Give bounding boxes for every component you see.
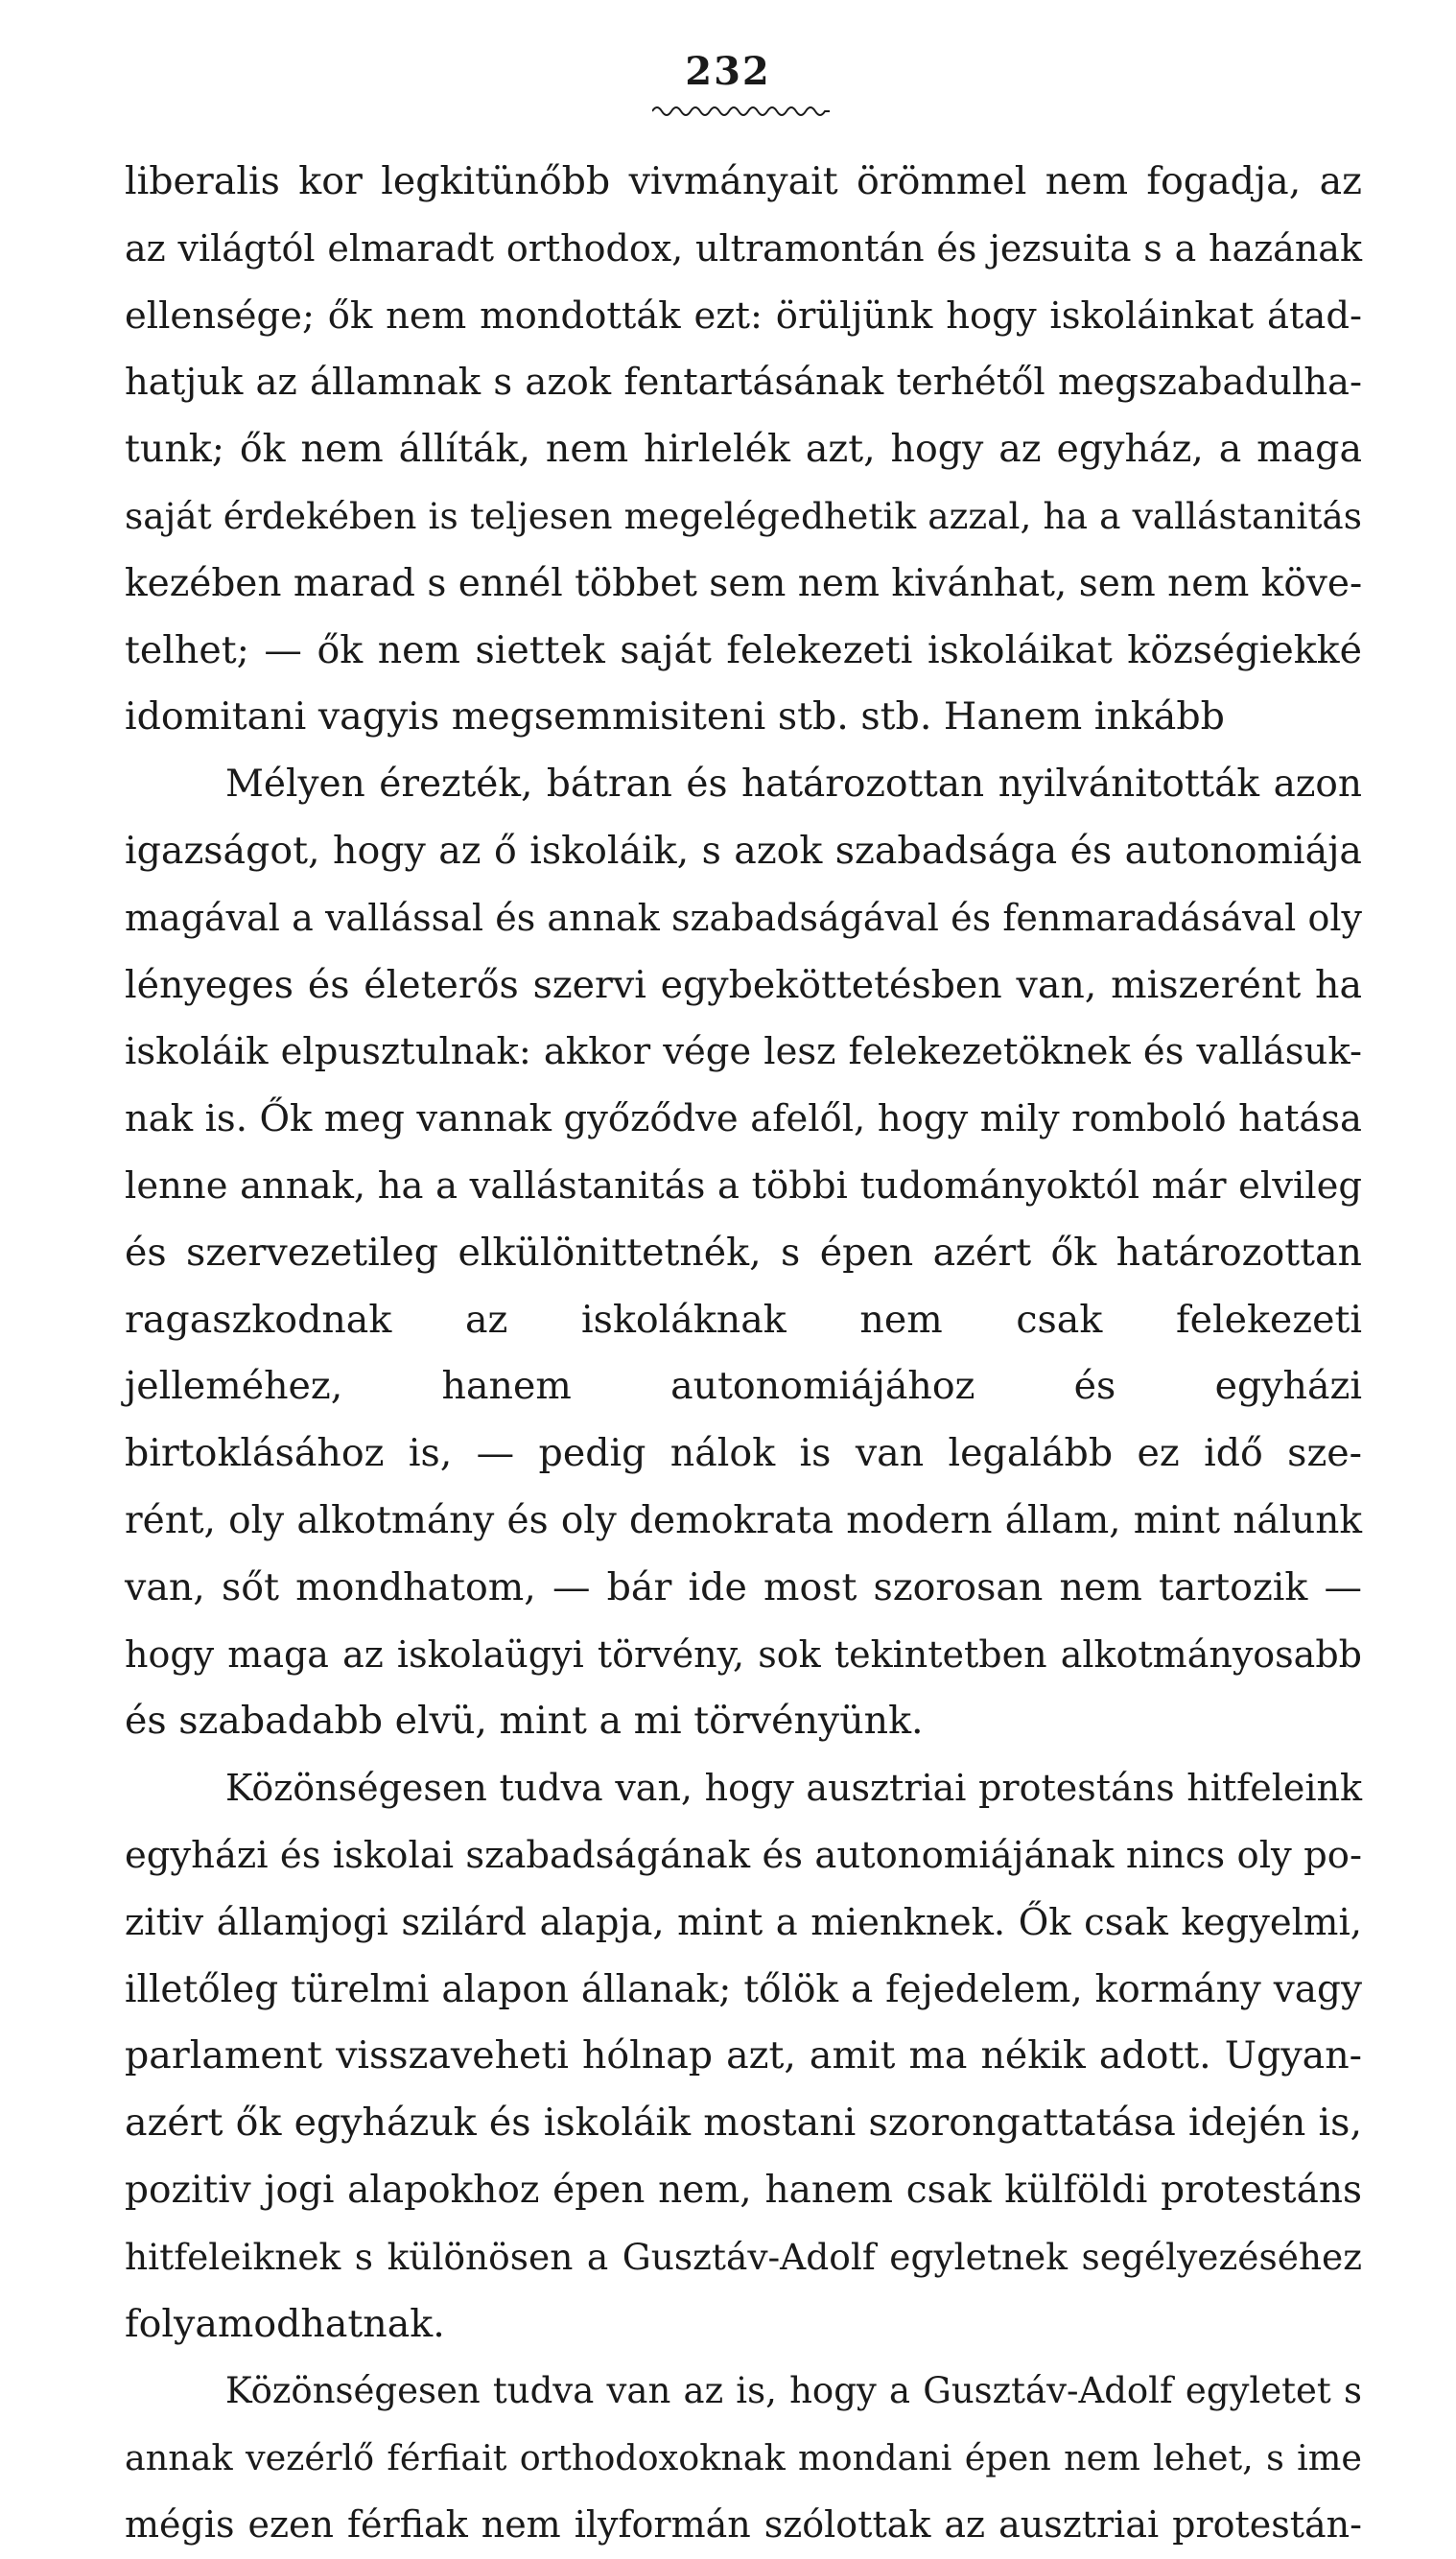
text-line: folyamodhatnak. xyxy=(125,2301,445,2346)
text-line: és szabadabb elvü, mint a mi törvényünk. xyxy=(125,1699,924,1744)
text-line: van, sőt mondhatom, — bár ide most szorosan nem tartozik — xyxy=(125,1564,1362,1609)
text-line: lenne annak, ha a vallástanitás a többi tudományoktól már elvileg xyxy=(125,1163,1362,1208)
text-line: zitiv államjogi szilárd alapja, mint a mienknek. Ők csak kegyelmi, xyxy=(125,1900,1362,1944)
text-line: ragaszkodnak az iskoláknak nem csak felekezeti xyxy=(125,1297,1362,1342)
page-number-ornament xyxy=(652,104,830,119)
text-line: illetőleg türelmi alapon állanak; tőlök a fejedelem, kormány vagy xyxy=(125,1967,1362,2011)
text-line: parlament visszaveheti hólnap azt, amit ma nékik adott. Ugyan- xyxy=(125,2033,1362,2078)
text-line: kezében marad s ennél többet sem nem kivánhat, sem nem köve- xyxy=(125,561,1363,605)
text-line: nak is. Ők meg vannak győződve afelől, hogy mily romboló hatása xyxy=(125,1097,1362,1141)
text-line: Mélyen érezték, bátran és határozottan nyilvánitották azon xyxy=(225,763,1362,807)
text-line: hatjuk az államnak s azok fentartásának terhétől megszabadulha- xyxy=(125,361,1362,405)
text-line: birtoklásához is, — pedig nálok is van legalább ez idő sze- xyxy=(125,1431,1362,1476)
text-line: jelleméhez, hanem autonomiájához és egyházi xyxy=(125,1364,1362,1409)
text-line: iskoláik elpusztulnak: akkor vége lesz felekezetöknek és vallásuk- xyxy=(125,1030,1362,1074)
text-line: tunk; ők nem állíták, nem hirlelék azt, hogy az egyház, a maga xyxy=(125,427,1362,472)
text-line: telhet; — ők nem siettek saját felekezeti iskoláikat községiekké xyxy=(125,627,1362,672)
text-line: Közönségesen tudva van, hogy ausztriai protestáns hitfeleink xyxy=(225,1767,1362,1810)
body-text xyxy=(125,149,1362,2559)
text-line: pozitiv jogi alapokhoz épen nem, hanem csak külföldi protestáns xyxy=(125,2168,1362,2212)
text-line: azért ők egyházuk és iskoláik mostani szorongattatása idején is, xyxy=(125,2101,1362,2146)
text-line: lényeges és életerős szervi egybeköttetésben van, miszerént ha xyxy=(125,962,1362,1007)
text-line: idomitani vagyis megsemmisiteni stb. stb. Hanem inkább xyxy=(125,694,1225,740)
text-line: saját érdekében is teljesen megelégedhetik azzal, ha a vallástanitás xyxy=(125,494,1362,537)
text-line: az világtól elmaradt orthodox, ultramontán és jezsuita s a hazának xyxy=(125,226,1362,270)
text-line: hitfeleiknek s különösen a Gusztáv-Adolf egyletnek segélyezéséhez xyxy=(125,2235,1362,2278)
text-line: igazságot, hogy az ő iskoláik, s azok szabadsága és autonomiája xyxy=(125,828,1362,873)
text-line: ellensége; ők nem mondották ezt: örüljünk hogy iskoláinkat átad- xyxy=(125,293,1362,338)
text-line: liberalis kor legkitünőbb vivmányait örömmel nem fogadja, az xyxy=(125,159,1362,203)
text-line: mégis ezen férfiak nem ilyformán szólottak az ausztriai protestán- xyxy=(125,2502,1362,2546)
text-line: és szervezetileg elkülönittetnék, s épen azért ők határozottan xyxy=(125,1230,1362,1275)
text-line: magával a vallással és annak szabadságával és fenmaradásával oly xyxy=(125,896,1362,939)
text-line: egyházi és iskolai szabadságának és autonomiájának nincs oly po- xyxy=(125,1833,1362,1877)
text-line: rént, oly alkotmány és oly demokrata modern állam, mint nálunk xyxy=(125,1498,1362,1542)
text-line: Közönségesen tudva van az is, hogy a Gusztáv-Adolf egyletet s xyxy=(225,2370,1362,2412)
text-line: hogy maga az iskolaügyi törvény, sok tekintetben alkotmányosabb xyxy=(125,1632,1362,1676)
text-line: annak vezérlő férfiait orthodoxoknak mondani épen nem lehet, s ime xyxy=(125,2437,1362,2479)
page-number: 232 xyxy=(685,49,771,94)
